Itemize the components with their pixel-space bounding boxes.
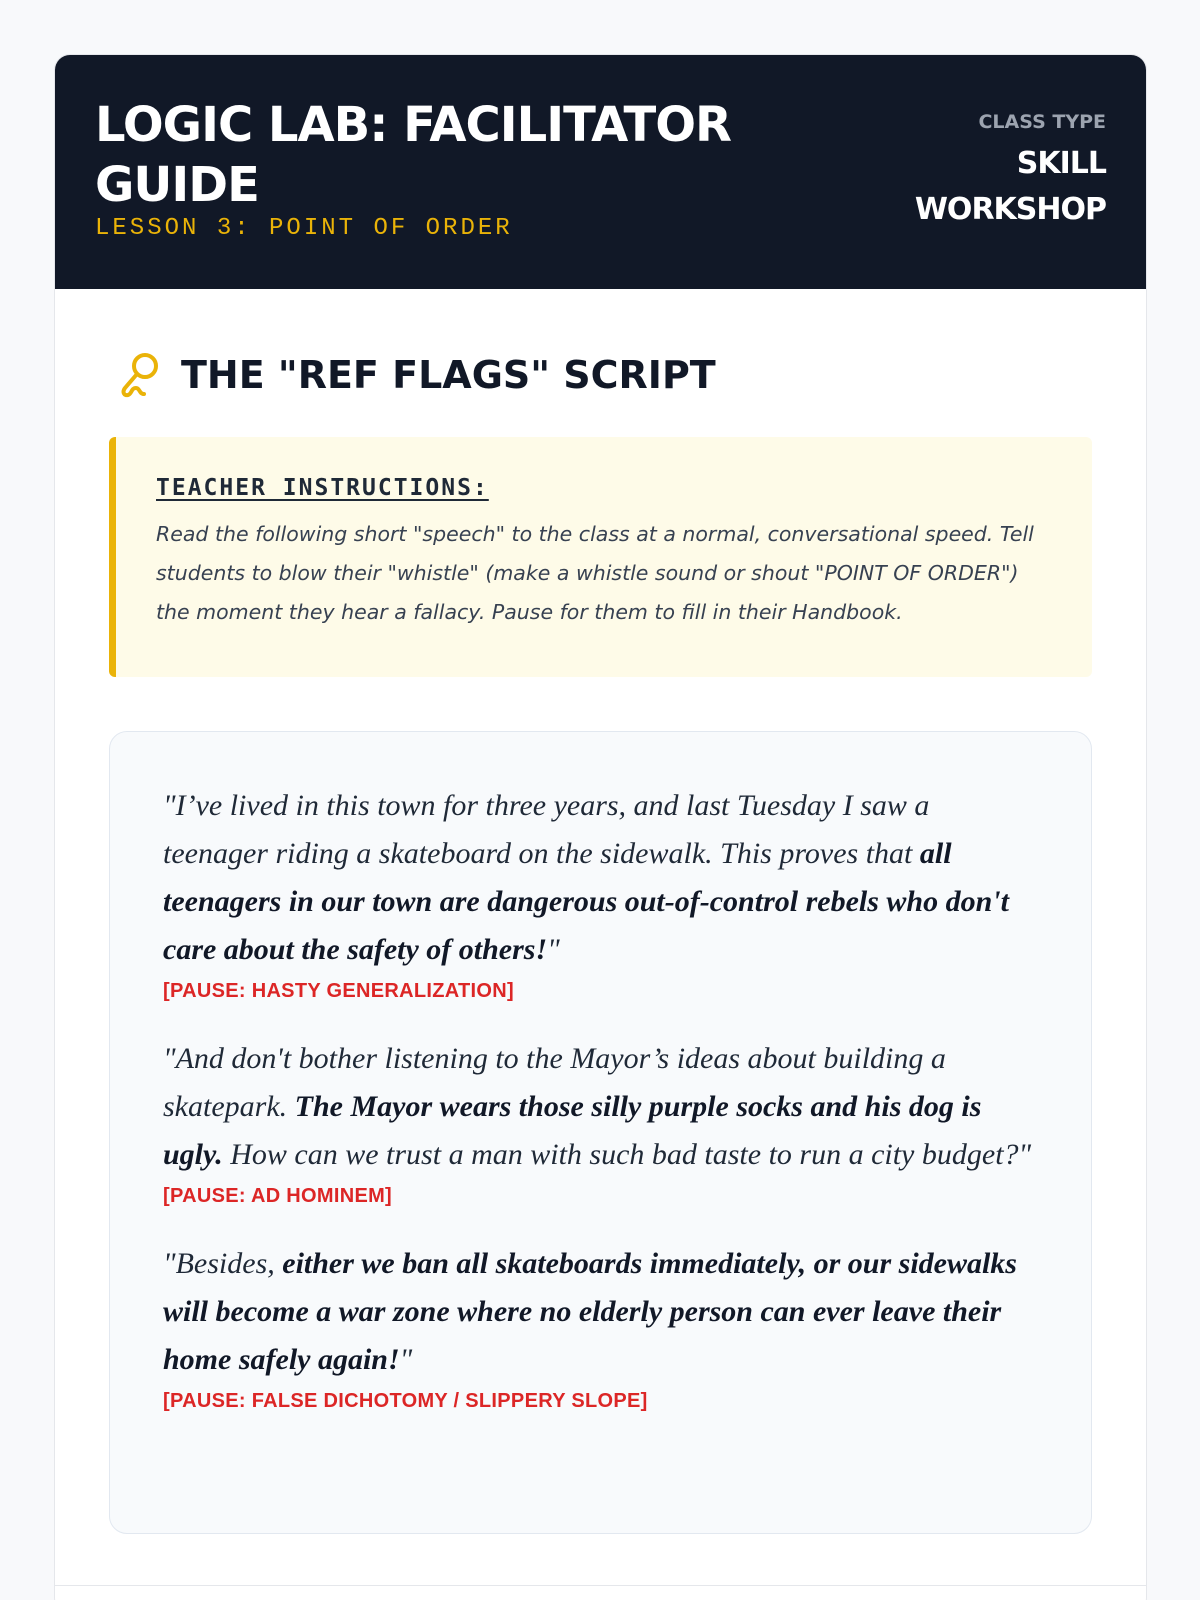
passage-lead: "And don't bother listening to the Mayor’s ideas about building a skatepark. [163, 1042, 946, 1123]
passage-tail: How can we trust a man with such bad taste to run a city budget?" [222, 1138, 1032, 1171]
passage-emphasis: all teenagers in our town are dangerous out-of-control rebels who don't care about the safety of others! [163, 837, 1009, 966]
script-passage [163, 782, 1041, 1003]
pause-tag: [PAUSE: HASTY GENERALIZATION] [163, 980, 514, 1002]
page-title: LOGIC LAB: FACILITATOR GUIDE [95, 97, 732, 213]
section-title: THE "REF FLAGS" SCRIPT [181, 353, 716, 397]
pause-tag: [PAUSE: FALSE DICHOTOMY / SLIPPERY SLOPE] [163, 1390, 648, 1412]
guide-card [54, 54, 1147, 1600]
lesson-subtitle: LESSON 3: POINT OF ORDER [95, 215, 513, 242]
passage-emphasis: either we ban all skateboards immediately, or our sidewalks will become a war zone where no elderly person can ever leave their home safely again! [163, 1247, 1017, 1376]
script-passage [163, 1240, 1041, 1413]
microphone-icon [115, 350, 161, 400]
guide-header [55, 55, 1146, 289]
teacher-instructions-box [109, 437, 1092, 677]
passage-lead: "I’ve lived in this town for three years, and last Tuesday I saw a teenager riding a skateboard on the sidewalk. This proves that [163, 789, 930, 870]
instructions-text: Read the following short "speech" to the class at a normal, conversational speed. Tell students to blow their "whistle" (make a whistle sound or shout "POINT OF ORDER") the moment they hear a fallacy. Pause for them to fill in their Handbook. [156, 522, 1034, 624]
passage-tail: " [399, 1343, 413, 1376]
passage-text [163, 782, 1041, 974]
instructions-label: TEACHER INSTRUCTIONS: [156, 475, 489, 501]
passage-emphasis: The Mayor wears those silly purple socks and his dog is ugly. [163, 1090, 982, 1171]
passage-lead: "Besides, [163, 1247, 283, 1280]
class-type-label: CLASS TYPE [978, 111, 1106, 133]
pause-tag: [PAUSE: AD HOMINEM] [163, 1185, 393, 1207]
passage-tail: " [547, 933, 560, 966]
passage-text [163, 1035, 1041, 1179]
passage-text [163, 1240, 1041, 1384]
script-box [109, 731, 1092, 1534]
class-type-value: SKILL WORKSHOP [914, 146, 1106, 227]
divider [55, 1585, 1146, 1586]
section-heading [115, 345, 716, 405]
script-passage [163, 1035, 1041, 1208]
